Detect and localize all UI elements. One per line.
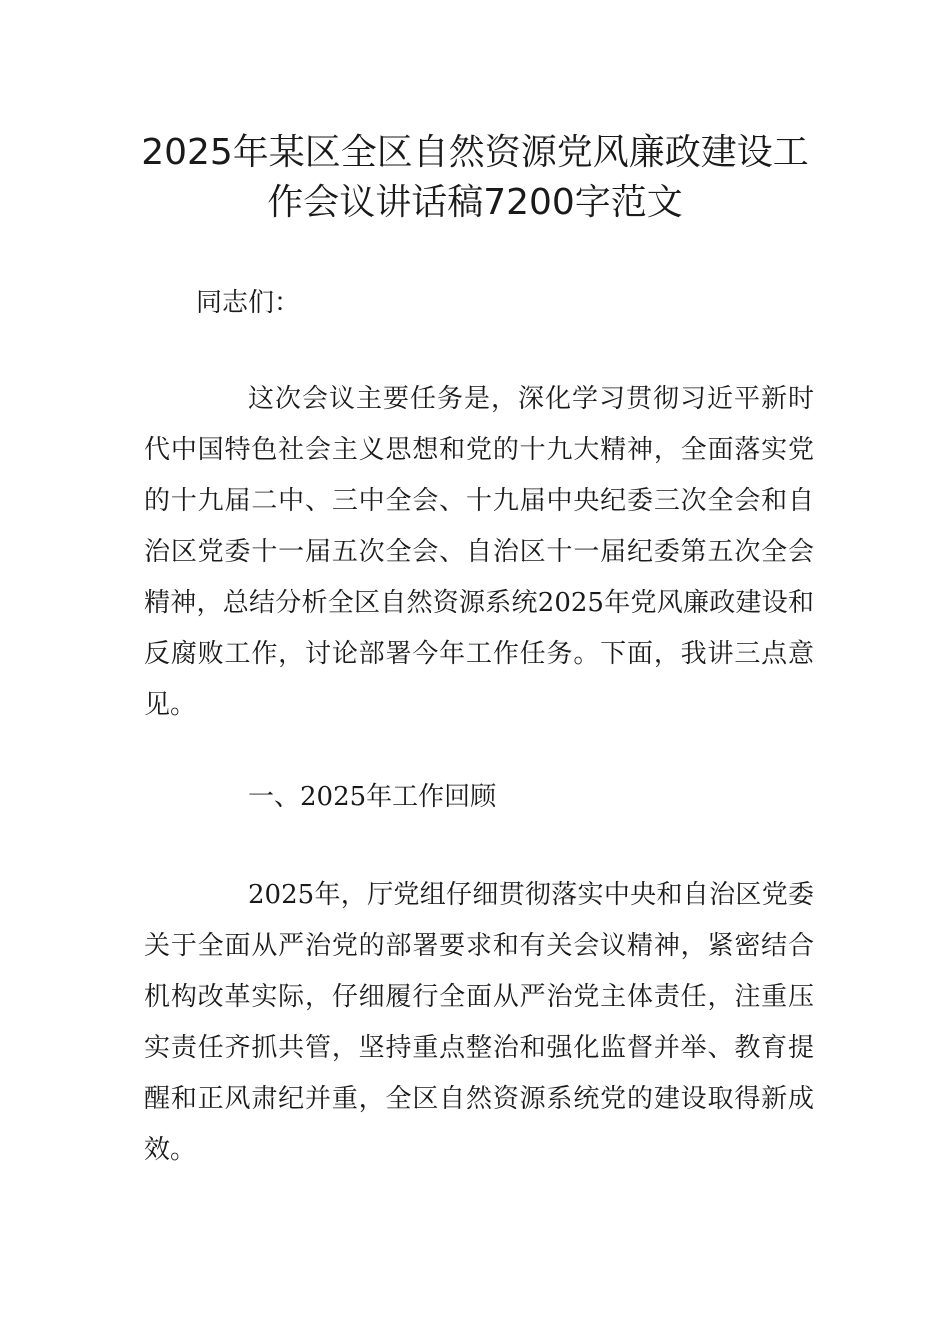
review-paragraph: 2025年，厅党组仔细贯彻落实中央和自治区党委关于全面从严治党的部署要求和有关会议精神，紧密结合机构改革实际，仔细履行全面从严治党主体责任，注重压实责任齐抓共管，坚持重点整治和强化监督并举、教育提醒和正风肃纪并重，全区自然资源系统党的建设取得新成效。 [144,880,814,1165]
document-title [120,128,830,228]
section-heading: 一、2025年工作回顾 [248,782,497,812]
intro-paragraph: 这次会议主要任务是，深化学习贯彻习近平新时代中国特色社会主义思想和党的十九大精神，全面落实党的十九届二中、三中全会、十九届中央纪委三次全会和自治区党委十一届五次全会、自治区十一届纪委第五次全会精神，总结分析全区自然资源系统2025年党风廉政建设和反腐败工作，讨论部署今年工作任务。下面，我讲三点意见。 [144,384,814,720]
title-line-2: 作会议讲话稿7200字范文 [267,182,683,223]
title-line-1: 2025年某区全区自然资源党风廉政建设工 [141,132,809,173]
salutation: 同志们： [196,288,301,318]
